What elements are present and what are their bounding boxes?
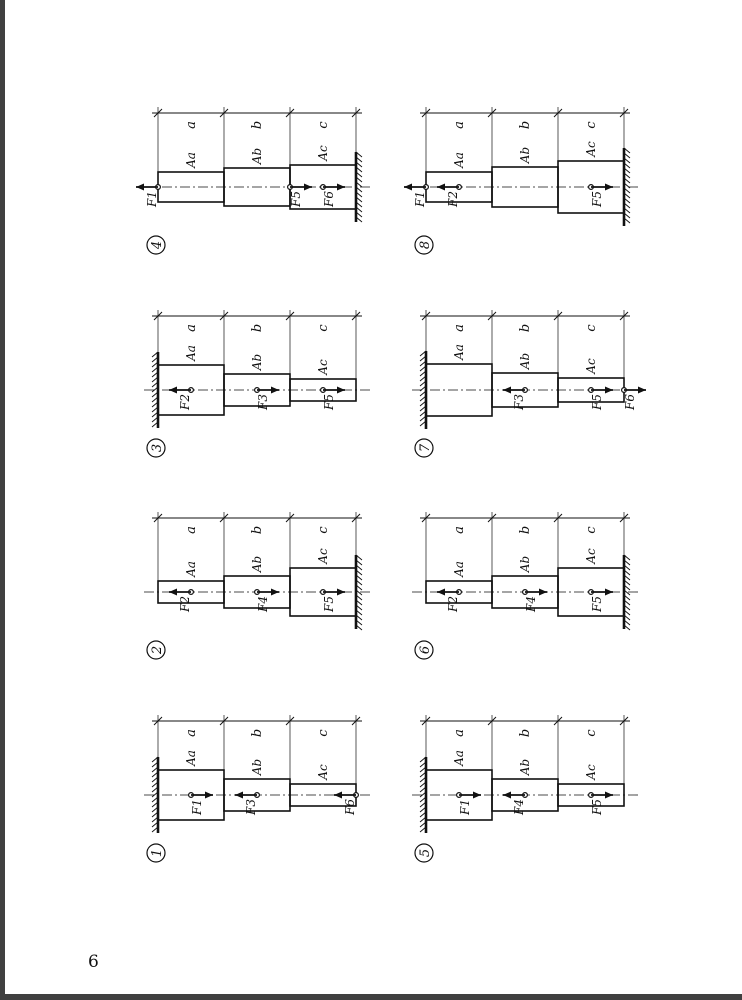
- force-F5: [321, 387, 345, 411]
- area-label: Ab: [250, 555, 264, 573]
- area-label: Ab: [518, 352, 532, 370]
- force-arrowhead: [503, 387, 511, 394]
- force-arrowhead: [539, 589, 547, 596]
- force-arrowhead: [605, 589, 613, 596]
- force-arrowhead: [437, 184, 445, 191]
- force-F6: [622, 387, 646, 411]
- force-F1: [404, 184, 428, 208]
- force-label: F3: [512, 394, 526, 410]
- scheme-number: 5: [418, 848, 433, 858]
- force-F3: [235, 792, 259, 816]
- force-label: F2: [178, 596, 192, 612]
- force-arrowhead: [437, 589, 445, 596]
- force-F2: [169, 589, 193, 613]
- segment-length-label: a: [184, 729, 199, 737]
- segment-length-label: c: [584, 526, 599, 534]
- force-label: F1: [190, 799, 204, 815]
- force-label: F5: [590, 799, 604, 815]
- force-label: F2: [446, 191, 460, 207]
- force-label: F3: [244, 799, 258, 815]
- segment-length-label: c: [584, 324, 599, 332]
- area-label: Ab: [518, 555, 532, 573]
- segment-length-label: a: [452, 324, 467, 332]
- force-F2: [437, 589, 461, 613]
- force-label: F5: [322, 596, 336, 612]
- force-label: F2: [178, 394, 192, 410]
- area-label: Aa: [452, 750, 466, 766]
- segment-length-label: a: [452, 526, 467, 534]
- scheme-number: 7: [418, 443, 433, 453]
- segment-length-label: c: [316, 526, 331, 534]
- area-label: Aa: [452, 152, 466, 168]
- force-label: F5: [590, 394, 604, 410]
- force-F1: [457, 792, 481, 816]
- force-arrowhead: [205, 792, 213, 799]
- page-number: 6: [88, 952, 99, 972]
- area-label: Ab: [250, 147, 264, 165]
- area-label: Ac: [584, 141, 598, 157]
- force-label: F5: [590, 191, 604, 207]
- force-F4: [255, 589, 279, 613]
- force-arrowhead: [304, 184, 312, 191]
- area-label: Ac: [316, 548, 330, 564]
- area-label: Aa: [452, 561, 466, 577]
- force-arrowhead: [235, 792, 243, 799]
- force-arrowhead: [136, 184, 144, 191]
- area-label: Ac: [584, 358, 598, 374]
- segment-length-label: c: [316, 324, 331, 332]
- segment-length-label: b: [250, 728, 265, 738]
- segment-length-label: b: [250, 120, 265, 130]
- scheme-6: [412, 512, 638, 659]
- scheme-1: [144, 715, 370, 862]
- area-label: Aa: [452, 344, 466, 360]
- force-F5: [288, 184, 312, 208]
- force-F5: [589, 387, 613, 411]
- force-label: F6: [322, 191, 336, 207]
- scheme-number: 6: [418, 645, 433, 655]
- segment-length-label: b: [250, 323, 265, 333]
- segment-length-label: b: [518, 120, 533, 130]
- force-F1: [189, 792, 213, 816]
- segment-length-label: b: [518, 323, 533, 333]
- force-F2: [437, 184, 461, 208]
- scheme-number: 8: [418, 240, 433, 250]
- area-label: Ab: [518, 146, 532, 164]
- force-F4: [523, 589, 547, 613]
- scheme-3: [144, 310, 370, 457]
- force-F6: [321, 184, 345, 208]
- scheme-5: [412, 715, 638, 862]
- segment-length-label: a: [452, 729, 467, 737]
- force-arrowhead: [271, 387, 279, 394]
- force-label: F5: [289, 191, 303, 207]
- force-F4: [503, 792, 527, 816]
- force-F1: [136, 184, 160, 208]
- force-label: F6: [343, 799, 357, 815]
- force-F5: [589, 184, 613, 208]
- scheme-4: [136, 107, 370, 254]
- force-arrowhead: [605, 184, 613, 191]
- force-arrowhead: [169, 589, 177, 596]
- segment-length-label: c: [584, 121, 599, 129]
- force-F5: [589, 589, 613, 613]
- area-label: Ab: [250, 353, 264, 371]
- area-label: Ac: [584, 764, 598, 780]
- segment-length-label: c: [316, 121, 331, 129]
- area-label: Aa: [184, 561, 198, 577]
- area-label: Ab: [250, 758, 264, 776]
- force-F6: [334, 792, 358, 816]
- force-label: F4: [256, 596, 270, 612]
- force-arrowhead: [503, 792, 511, 799]
- scheme-2: [144, 512, 370, 659]
- scheme-number: 1: [150, 848, 165, 858]
- force-label: F6: [623, 394, 637, 410]
- force-label: F4: [512, 799, 526, 815]
- segment-length-label: a: [184, 324, 199, 332]
- force-arrowhead: [337, 589, 345, 596]
- schemes-group: [136, 107, 646, 862]
- segment-length-label: b: [518, 525, 533, 535]
- force-arrowhead: [404, 184, 412, 191]
- force-arrowhead: [337, 387, 345, 394]
- segment-length-label: c: [584, 729, 599, 737]
- force-F5: [321, 589, 345, 613]
- segment-length-label: b: [518, 728, 533, 738]
- force-label: F1: [413, 191, 427, 207]
- area-label: Ac: [316, 764, 330, 780]
- force-arrowhead: [169, 387, 177, 394]
- force-label: F1: [458, 799, 472, 815]
- segment-length-label: a: [452, 121, 467, 129]
- area-label: Aa: [184, 152, 198, 168]
- force-arrowhead: [473, 792, 481, 799]
- force-arrowhead: [271, 589, 279, 596]
- segment-length-label: b: [250, 525, 265, 535]
- area-label: Ab: [518, 758, 532, 776]
- force-arrowhead: [605, 792, 613, 799]
- scheme-number: 2: [150, 645, 165, 655]
- scheme-number: 3: [150, 443, 165, 453]
- force-arrowhead: [638, 387, 646, 394]
- area-label: Ac: [316, 145, 330, 161]
- area-label: Aa: [184, 750, 198, 766]
- force-label: F5: [590, 596, 604, 612]
- force-F2: [169, 387, 193, 411]
- area-label: Ac: [584, 548, 598, 564]
- segment-length-label: c: [316, 729, 331, 737]
- force-label: F3: [256, 394, 270, 410]
- scheme-7: [412, 310, 646, 457]
- scheme-8: [404, 107, 638, 254]
- segment-length-label: a: [184, 121, 199, 129]
- force-arrowhead: [334, 792, 342, 799]
- segment-length-label: a: [184, 526, 199, 534]
- force-arrowhead: [337, 184, 345, 191]
- scheme-number: 4: [150, 240, 165, 250]
- bottom-frame-bar: [0, 994, 742, 1000]
- force-arrowhead: [605, 387, 613, 394]
- force-F3: [255, 387, 279, 411]
- force-label: F2: [446, 596, 460, 612]
- force-label: F4: [524, 596, 538, 612]
- area-label: Aa: [184, 345, 198, 361]
- force-F5: [589, 792, 613, 816]
- area-label: Ac: [316, 359, 330, 375]
- force-label: F1: [145, 191, 159, 207]
- force-label: F5: [322, 394, 336, 410]
